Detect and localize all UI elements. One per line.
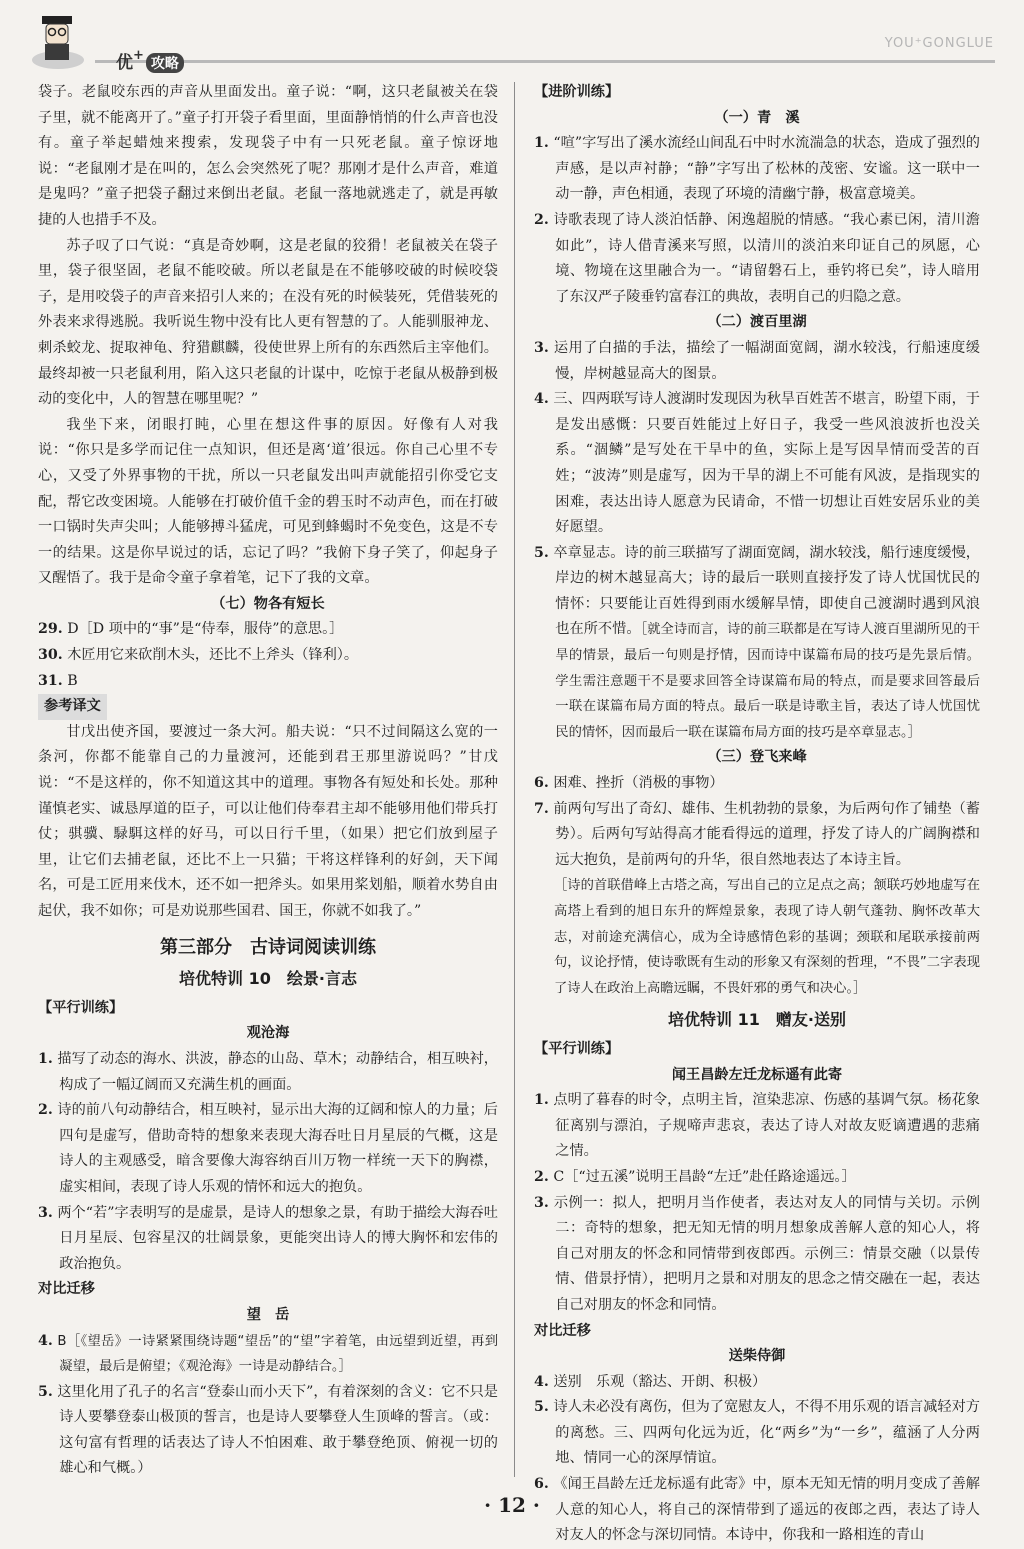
- item-text: 两个“若”字表明写的是虚景，是诗人的想象之景，有助于描绘大海吞吐日月星辰、包容星汉的壮阔景象，更能突出诗人的博大胸怀和宏伟的政治抱负。: [52, 1204, 498, 1272]
- item-number: 2.: [534, 211, 549, 228]
- item-text: D［D 项中的“事”是“侍奉，服侍”的意思。］: [62, 621, 344, 638]
- answer-item: [534, 208, 980, 310]
- brand-english: YOU⁺GONGLUE: [884, 36, 994, 51]
- answer-note: ［诗的首联借峰上古塔之高，写出自己的立足点之高；颔联巧妙地虚写在高塔上看到的旭日东升的辉煌景象，表现了诗人朝气蓬勃、胸怀改革大志，对前途充满信心，成为全诗感情色彩的基调；颈联和尾联承接前两句，议论抒情，使诗歌既有生动的形象又有深刻的哲理，“不畏”二字表现了诗人在政治上高瞻远瞩，不畏奸邪的勇气和决心。］: [553, 878, 980, 996]
- header-rule: [95, 60, 995, 63]
- column-divider: [514, 82, 515, 1477]
- answer-item: [38, 617, 498, 643]
- item-text: 运用了白描的手法，描绘了一幅湖面宽阔，湖水较浅，行船速度缓慢，岸树越显高大的图景。: [548, 339, 980, 382]
- poem-title: 望 岳: [246, 1306, 290, 1323]
- answer-item: [534, 1370, 980, 1396]
- answer-item: [38, 643, 498, 669]
- answer-item: [38, 1098, 498, 1200]
- item-number: 3.: [534, 1194, 549, 1211]
- item-number: 4.: [534, 391, 549, 408]
- answer-item: [534, 797, 980, 874]
- translation-paragraph: 苏子叹了口气说：“真是奇妙啊，这是老鼠的狡猾！老鼠被关在袋子里，袋子很坚固，老鼠不能咬破。所以老鼠是在不能够咬破的时候咬袋子，是用咬袋子的声音来招引人来的；在没有死的时候装死，凭借装死的外表来求得逃脱。我听说生物中没有比人更有智慧的了。人能驯服神龙、刺杀蛟龙、捉取神龟、狩猎麒麟，役使世界上所有的东西然后主宰他们。最终却被一只老鼠利用，陷入这只老鼠的计谋中，吃惊于老鼠从极静到极动的变化中，人的智慧在哪里呢？”: [38, 237, 498, 408]
- item-number: 3.: [534, 339, 549, 356]
- answer-item: [534, 387, 980, 541]
- answer-item: [38, 1329, 498, 1380]
- item-number: 1.: [534, 135, 549, 152]
- answer-item: [534, 771, 980, 797]
- unit-title: 培优特训 10 绘景·言志: [179, 969, 357, 989]
- item-number: 29.: [38, 621, 63, 638]
- poem-title: 观沧海: [246, 1025, 290, 1042]
- item-text: 描写了动态的海水、洪波，静态的山岛、草木；动静结合，相互映衬，构成了一幅辽阔而又充满生机的画面。: [52, 1050, 498, 1093]
- answer-item: [38, 1201, 498, 1278]
- page-number: · 12 ·: [484, 1493, 540, 1517]
- item-number: 5.: [534, 544, 549, 561]
- item-text: 示例一：拟人，把明月当作使者，表达对友人的同情与关切。示例二：奇特的想象，把无知无情的明月想象成善解人意的知心人，将自己对朋友的怀念和同情带到夜郎西。示例三：情景交融（以景传情、借景抒情），把明月之景和对朋友的思念之情交融在一起，表达自己对朋友的怀念和同情。: [548, 1194, 980, 1313]
- advanced-tag: 【进阶训练】: [534, 84, 620, 100]
- poem-title: （一）青 溪: [714, 109, 800, 126]
- item-number: 7.: [534, 800, 549, 817]
- answer-item: [534, 1165, 980, 1191]
- item-number: 1.: [38, 1050, 53, 1067]
- translation-paragraph: 我坐下来，闭眼打盹，心里在想这件事的原因。好像有人对我说：“你只是多学而记住一点知识，但还是离‘道’很远。你自己心里不专心，又受了外界事物的干扰，所以一只老鼠发出叫声就能招引你受它支配，帮它改变困境。人能够在打破价值千金的碧玉时不动声色，而在打破一口锅时失声尖叫；人能够搏斗猛虎，可见到蜂蝎时不免变色，这是不专一的结果。这是你早说过的话，忘记了吗？”我俯下身子笑了，仰起身子又醒悟了。我于是命令童子拿着笔，记下了我的文章。: [38, 416, 498, 587]
- item-text: 诗的前八句动静结合，相互映衬，显示出大海的辽阔和惊人的力量；后四句是虚写，借助奇特的想象来表现大海吞吐日月星辰的气概，这是诗人的主观感受，暗含要像大海容纳百川万物一样统一天下的胸襟，虚实相间，表现了诗人乐观的情怀和远大的抱负。: [52, 1102, 498, 1195]
- answer-item: [38, 669, 498, 695]
- item-text: 诗歌表现了诗人淡泊恬静、闲逸超脱的情感。“我心素已闲，清川澹如此”，诗人借青溪来写照，以清川的淡泊来印证自己的夙愿，心境、物境在这里融合为一。“请留磐石上，垂钓将已矣”，诗人暗用了东汉严子陵垂钓富春江的典故，表明自己的归隐之意。: [548, 211, 980, 305]
- logo-text: 优+攻略: [116, 48, 184, 73]
- item-text: B: [62, 672, 78, 689]
- item-text: 三、四两联写诗人渡湖时发现因为秋旱百姓苦不堪言，盼望下雨，于是发出感慨：只要百姓能过上好日子，我受一些风浪波折也没关系。“涸鳞”是写处在干旱中的鱼，实际上是写因旱情而受苦的百姓；“波涛”则是虚写，因为干旱的湖上不可能有风波，是指现实的困难，表达出诗人愿意为民请命，不惜一切想让百姓安居乐业的美好愿望。: [548, 391, 980, 536]
- item-number: 6.: [534, 1476, 549, 1493]
- answer-item: [38, 1380, 498, 1482]
- answer-item: [534, 1088, 980, 1165]
- brand-logo: [28, 10, 208, 72]
- poem-title: 送柴侍御: [728, 1348, 786, 1365]
- part-title: 第三部分 古诗词阅读训练: [160, 936, 376, 958]
- answer-item: [534, 1395, 980, 1472]
- compare-tag: 对比迁移: [38, 1281, 95, 1298]
- item-text: 木匠用它来砍削木头，还比不上斧头（锋利）。: [62, 647, 359, 664]
- item-text: 点明了暮春的时令，点明主旨，渲染悲凉、伤感的基调气氛。杨花象征离别与漂泊，子规啼声悲哀，表达了诗人对故友贬谪遭遇的悲痛之情。: [548, 1092, 980, 1160]
- item-number: 1.: [534, 1092, 549, 1109]
- compare-tag: 对比迁移: [534, 1322, 591, 1339]
- item-text: 困难、挫折（消极的事物）: [548, 775, 724, 792]
- answer-item: [534, 541, 980, 746]
- unit-title: 培优特训 11 赠友·送别: [668, 1010, 846, 1030]
- practice-tag: 【平行训练】: [38, 999, 124, 1016]
- translation-paragraph: 袋子。老鼠咬东西的声音从里面发出。童子说：“啊，这只老鼠被关在袋子里，就不能离开了。”童子打开袋子看里面，里面静悄悄的什么声音也没有。童子举起蜡烛来搜索，发现袋子中有一只死老鼠。童子惊讶地说：“老鼠刚才是在叫的，怎么会突然死了呢？那刚才是什么声音，难道是鬼吗？”童子把袋子翻过来倒出老鼠。老鼠一落地就逃走了，就是再敏捷的人也措手不及。: [38, 84, 498, 228]
- item-text: “喧”字写出了溪水流经山间乱石中时水流湍急的状态，造成了强烈的声感，是以声衬静；“静”字写出了松林的茂密、安谧。这一联中一动一静，声色相通，表现了环境的清幽宁静，极富意境美。: [548, 135, 980, 203]
- item-number: 5.: [38, 1383, 53, 1400]
- item-text: 送别 乐观（豁达、开朗、积极）: [548, 1373, 767, 1390]
- mascot-icon: [28, 10, 88, 72]
- page-header: [0, 0, 1024, 78]
- item-text: 这里化用了孔子的名言“登泰山而小天下”，有着深刻的含义：它不只是诗人要攀登泰山极顶的誓言，也是诗人要攀登人生顶峰的誓言。（或：这句富有哲理的话表达了诗人不怕困难、敢于攀登绝顶、俯视一切的雄心和气概。）: [52, 1383, 498, 1477]
- poem-title: 闻王昌龄左迁龙标遥有此寄: [671, 1066, 843, 1083]
- item-number: 30.: [38, 647, 63, 664]
- item-text: C［“过五溪”说明王昌龄“左迁”赴任路途遥远。］: [548, 1168, 856, 1185]
- poem-title: （二）渡百里湖: [707, 314, 807, 331]
- answer-item: [534, 336, 980, 387]
- left-column: [38, 80, 498, 1482]
- item-number: 4.: [534, 1373, 549, 1390]
- reference-translation-tag: 参考译文: [38, 694, 107, 720]
- item-number: 5.: [534, 1399, 549, 1416]
- item-number: 4.: [38, 1332, 53, 1349]
- section-title: （七）物各有短长: [211, 595, 325, 612]
- poem-title: （三）登飞来峰: [707, 749, 807, 766]
- logo-badge: 攻略: [146, 53, 184, 73]
- right-column: [534, 80, 980, 1549]
- answer-item: [534, 1191, 980, 1319]
- item-number: 6.: [534, 775, 549, 792]
- item-text: B［《望岳》一诗紧紧围绕诗题“望岳”的“望”字着笔，由远望到近望，再到凝望，最后是俯望；《观沧海》一诗是动静结合。］: [52, 1333, 498, 1375]
- reference-tag-row: [38, 694, 498, 720]
- item-number: 31.: [38, 672, 63, 689]
- translation-paragraph: 甘戊出使齐国，要渡过一条大河。船夫说：“只不过间隔这么宽的一条河，你都不能靠自己的力量渡河，还能到君王那里游说吗？”甘戊说：“不是这样的，你不知道这其中的道理。事物各有短处和长处。那种谨慎老实、诚恳厚道的臣子，可以让他们侍奉君主却不能够用他们带兵打仗；骐骥、騄駬这样的好马，可以日行千里，（如果）把它们放到屋子里，让它们去捕老鼠，还比不上一只猫；干将这样锋利的好剑，天下闻名，可是工匠用来伐木，还不如一把斧头。如果用桨划船，顺着水势自由起伏，我不如你；可是劝说那些国君、国王，你就不如我了。”: [38, 723, 498, 919]
- answer-note: ［就全诗而言，诗的前三联都是在写诗人渡百里湖所见的干旱的情景，最后一句则是抒情，因而诗中谋篇布局的技巧是先景后情。学生需注意题干不是要求回答全诗谋篇布局的特点，而是要求回答最后一联在谋篇布局方面的特点。最后一联是诗歌主旨，表达了诗人忧国忧民的情怀，因而最后一联在谋篇布局方面的技巧是卒章显志。］: [555, 622, 980, 740]
- item-text: 卒章显志。诗的前三联描写了湖面宽阔，湖水较浅，船行速度缓慢，岸边的树木越显高大；诗的最后一联则直接抒发了诗人忧国忧民的情怀：只要能让百姓得到雨水缓解旱情，即使自己渡湖时遇到风浪也在所不惜。: [548, 544, 980, 638]
- answer-item: [534, 131, 980, 208]
- item-number: 3.: [38, 1204, 53, 1221]
- item-number: 2.: [534, 1168, 549, 1185]
- item-number: 2.: [38, 1102, 53, 1119]
- answer-item: [38, 1047, 498, 1098]
- item-text: 前两句写出了奇幻、雄伟、生机勃勃的景象，为后两句作了铺垫（蓄势）。后两句写站得高才能看得远的道理，抒发了诗人的广阔胸襟和远大抱负，是前两句的升华，很自然地表达了本诗主旨。: [548, 800, 980, 868]
- practice-tag: 【平行训练】: [534, 1040, 620, 1057]
- item-text: 《闻王昌龄左迁龙标遥有此寄》中，原本无知无情的明月变成了善解人意的知心人，将自己的深情带到了遥远的夜郎之西，表达了诗人对友人的怀念与深切同情。本诗中，你我和一路相连的青山: [548, 1476, 980, 1544]
- item-text: 诗人未必没有离伤，但为了宽慰友人，不得不用乐观的语言减轻对方的离愁。三、四两句化远为近，化“两乡”为“一乡”，蕴涵了人分两地、情同一心的深厚情谊。: [548, 1399, 980, 1467]
